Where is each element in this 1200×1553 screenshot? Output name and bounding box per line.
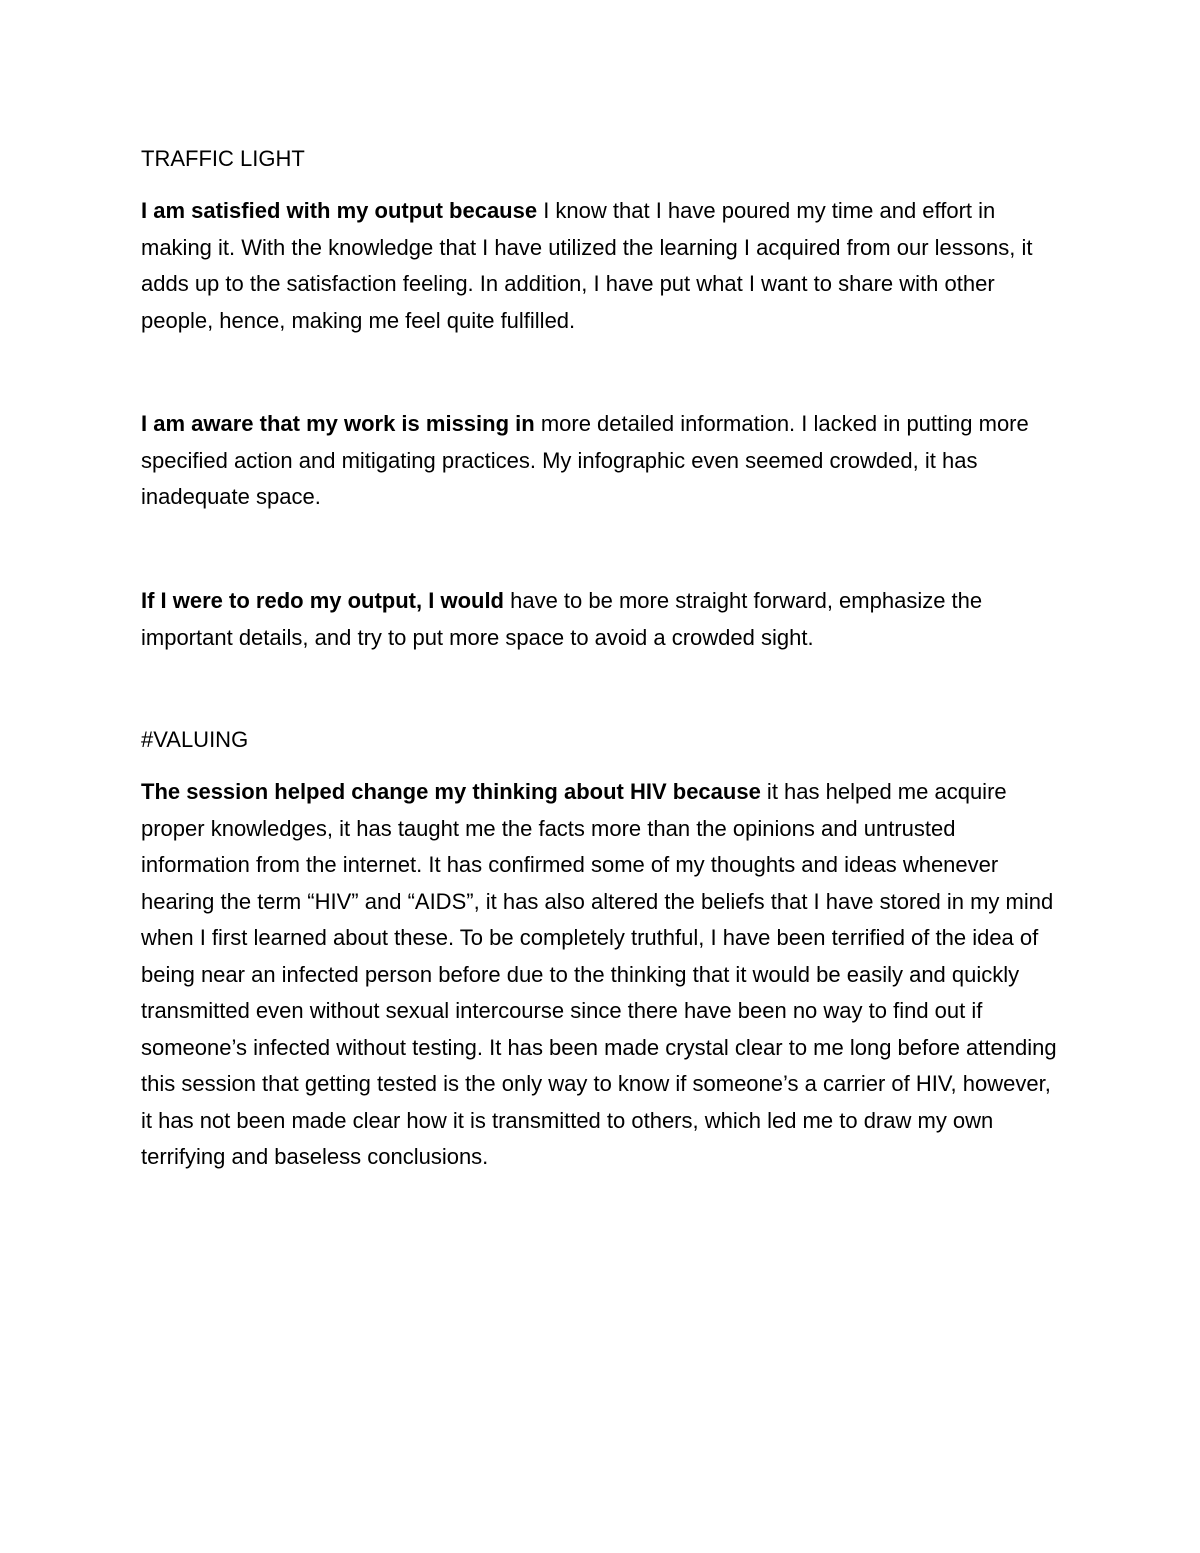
aware-paragraph [141,406,1061,516]
traffic-light-heading: TRAFFIC LIGHT [141,146,305,171]
redo-lead: If I were to redo my output, I would [141,588,504,613]
satisfied-paragraph [141,193,1061,339]
session-body: it has helped me acquire proper knowledges, it has taught me the facts more than the opinions and untrusted information from the internet. It has confirmed some of my thoughts and ideas whenever hearing the term “HIV” and “AIDS”, it has also altered the beliefs that I have stored in my mind when I first learned about these. To be completely truthful, I have been terrified of the idea of being near an infected person before due to the thinking that it would be easily and quickly transmitted even without sexual intercourse since there have been no way to find out if someone’s infected without testing. It has been made crystal clear to me long before attending this session that getting tested is the only way to know if someone’s a carrier of HIV, however, it has not been made clear how it is transmitted to others, which led me to draw my own terrifying and baseless conclusions. [141,779,1057,1169]
session-paragraph [141,774,1061,1176]
redo-paragraph [141,583,1061,656]
satisfied-body: I know that I have poured my time and effort in making it. With the knowledge that I have utilized the learning I acquired from our lessons, it adds up to the satisfaction feeling. In addition, I have put what I want to share with other people, hence, making me feel quite fulfilled. [141,198,1033,333]
aware-lead: I am aware that my work is missing in [141,411,535,436]
redo-body: have to be more straight forward, emphasize the important details, and try to put more space to avoid a crowded sight. [141,588,983,650]
satisfied-lead: I am satisfied with my output because [141,198,538,223]
aware-body: more detailed information. I lacked in putting more specified action and mitigating practices. My infographic even seemed crowded, it has inadequate space. [141,411,1029,509]
valuing-heading: #VALUING [141,727,249,752]
session-lead: The session helped change my thinking about HIV because [141,779,761,804]
